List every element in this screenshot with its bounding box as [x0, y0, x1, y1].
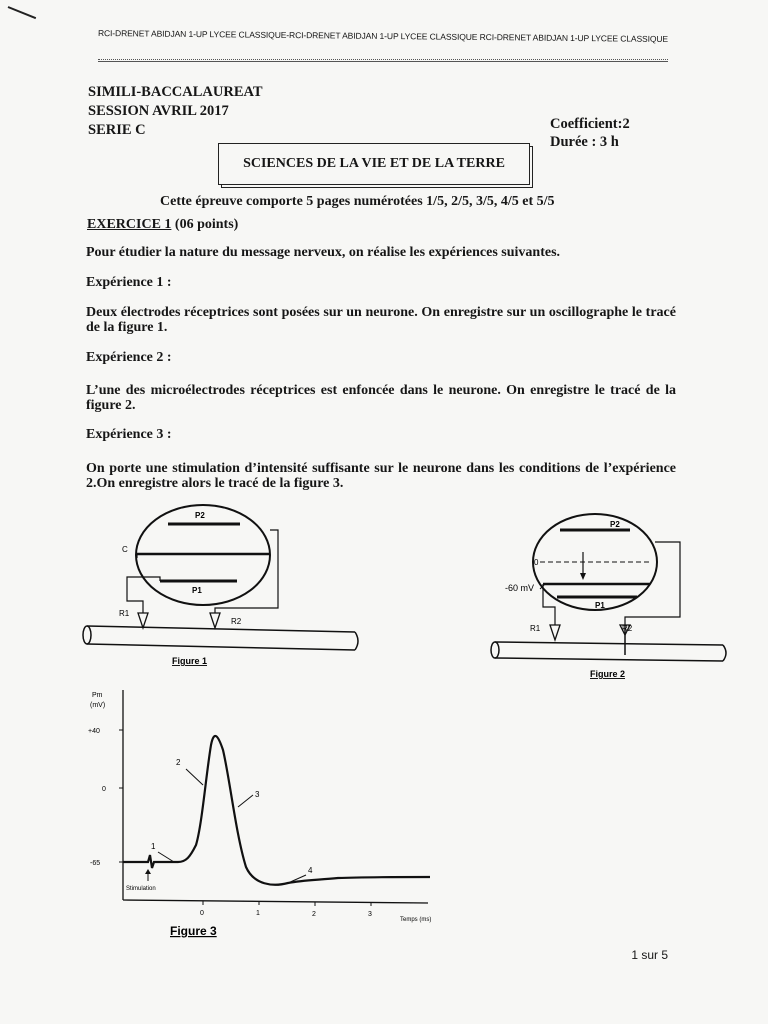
- axon-bottom: [87, 644, 355, 650]
- header-banner: RCI-DRENET ABIDJAN 1-UP LYCEE CLASSIQUE-RCI-DRENET ABIDJAN 1-UP LYCEE CLASSIQUE RCI-DRENET ABIDJAN 1-UP LYCEE CLASSIQUE: [97, 28, 669, 44]
- exam-session: SESSION AVRIL 2017: [88, 103, 229, 119]
- label-4: 4: [308, 866, 313, 875]
- label-1: 1: [151, 842, 156, 851]
- page-number: 1 sur 5: [631, 948, 668, 962]
- exercise-number: EXERCICE 1: [87, 217, 172, 232]
- label-r2-2: R2: [622, 624, 633, 633]
- label-2: 2: [176, 758, 181, 767]
- label-r1-2: R1: [530, 624, 541, 633]
- exp2-title: Expérience 2 :: [86, 350, 172, 365]
- figure-1-caption: Figure 1: [172, 656, 208, 666]
- exp1-text: Deux électrodes réceptrices sont posées sur un neurone. On enregistre sur un oscillographe le tracé de la figure 1.: [86, 305, 676, 335]
- exercise-title: [87, 217, 238, 233]
- scan-mark: [8, 6, 37, 19]
- label-r2: R2: [231, 617, 242, 626]
- exp3-text: On porte une stimulation d’intensité suffisante sur le neurone dans les conditions de l’expérience 2.On enregistre alors le tracé de la figure 3.: [86, 461, 676, 491]
- x-tick-3: 3: [368, 911, 372, 918]
- electrode-r2: [210, 613, 220, 628]
- x-axis-label: Temps (ms): [400, 917, 432, 923]
- exam-serie: SERIE C: [88, 122, 146, 138]
- intro-text: Pour étudier la nature du message nerveux, on réalise les expériences suivantes.: [86, 245, 561, 260]
- y-tick-0: 0: [102, 786, 106, 793]
- x-tick-1: 1: [256, 910, 260, 917]
- electrode-r1-2: [550, 625, 560, 640]
- figure-3-graph: [78, 685, 458, 945]
- action-potential-curve: [123, 736, 430, 885]
- coefficient: Coefficient:2: [550, 116, 630, 132]
- label-r1: R1: [119, 609, 130, 618]
- exam-type: SIMILI-BACCALAUREAT: [88, 84, 263, 100]
- label-p2-2: P2: [610, 520, 620, 529]
- subject-title: SCIENCES DE LA VIE ET DE LA TERRE: [218, 143, 530, 185]
- pages-note: Cette épreuve comporte 5 pages numérotées 1/5, 2/5, 3/5, 4/5 et 5/5: [160, 194, 555, 209]
- label-p1-2: P1: [595, 601, 605, 610]
- y-tick-plus40: +40: [88, 728, 100, 735]
- header-dotted-rule: [98, 59, 668, 60]
- x-tick-2: 2: [312, 911, 316, 918]
- label-p2: P2: [195, 511, 205, 520]
- electrode-r1: [138, 613, 148, 628]
- exp3-title: Expérience 3 :: [86, 427, 172, 442]
- axon-bottom-2: [495, 658, 723, 661]
- figure-1-diagram: [75, 500, 365, 675]
- y-tick-minus65: -65: [90, 860, 101, 867]
- x-axis: [123, 900, 428, 903]
- duration: Durée : 3 h: [550, 134, 619, 150]
- x-tick-0: 0: [200, 910, 204, 917]
- axon-top-2: [495, 642, 723, 645]
- exercise-points: (06 points): [171, 217, 239, 232]
- figure-2-diagram: [485, 507, 735, 682]
- exp2-text: L’une des microélectrodes réceptrices est enfoncée dans le neurone. On enregistre le tracé de la figure 2.: [86, 383, 676, 413]
- label-c: C: [122, 545, 128, 554]
- y-axis-label-1: Pm: [92, 692, 103, 699]
- label-3: 3: [255, 790, 260, 799]
- header-rule: [98, 61, 668, 62]
- y-axis-label-2: (mV): [90, 702, 106, 709]
- label-zero: 0: [534, 558, 539, 567]
- exp1-title: Expérience 1 :: [86, 275, 172, 290]
- label-minus60: -60 mV: [505, 583, 535, 593]
- label-p1: P1: [192, 586, 202, 595]
- figure-3-caption: Figure 3: [170, 924, 217, 938]
- stimulation-label: Stimulation: [126, 886, 156, 892]
- figure-2-caption: Figure 2: [590, 669, 626, 679]
- axon-top: [87, 626, 355, 632]
